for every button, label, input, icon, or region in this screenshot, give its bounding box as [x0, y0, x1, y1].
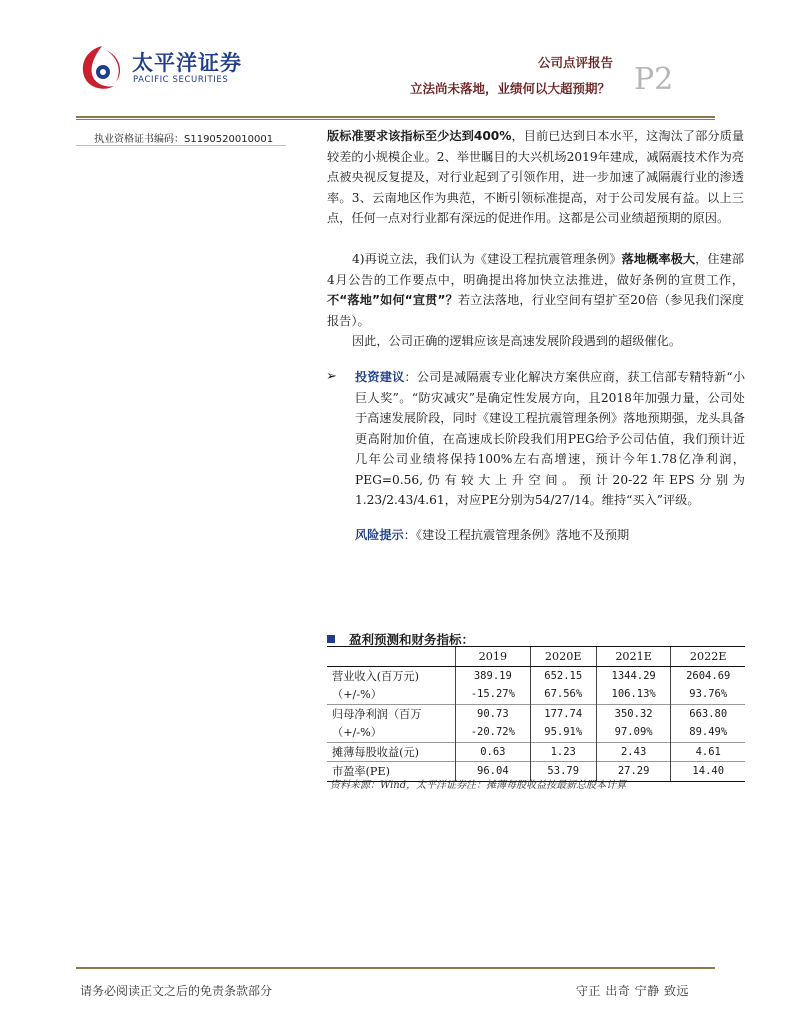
table-cell: 27.29	[596, 762, 671, 782]
bullet-arrow-icon: ➢	[326, 369, 337, 384]
table-header-cell: 2021E	[596, 647, 671, 667]
table-row	[327, 666, 745, 685]
table-cell: 106.13%	[596, 685, 671, 704]
table-cell: -15.27%	[456, 685, 531, 704]
table-cell: 1344.29	[596, 666, 671, 685]
table-source-note: 资料来源：Wind，太平洋证券注：摊薄每股收益按最新总股本计算	[330, 780, 627, 791]
logo-chinese-name: 太平洋证券	[132, 51, 242, 75]
header-divider-thin	[76, 119, 715, 120]
body-paragraph-1	[327, 126, 744, 229]
risk-warning-text: ：《建设工程抗震管理条例》落地不及预期	[403, 528, 630, 542]
p2-text-b: ，住建部4月公告的工作要点中，明确提出将加快立法推进，做好条例的宣贯工作，	[327, 252, 745, 287]
row-label: （+/-%）	[332, 726, 382, 740]
table-cell: 389.19	[456, 666, 531, 685]
table-cell: 67.56%	[530, 685, 596, 704]
risk-warning	[355, 525, 745, 546]
row-label: 市盈率(PE)	[327, 762, 456, 782]
p3-text: 因此，公司正确的逻辑应该是高速发展阶段遇到的超级催化。	[352, 334, 682, 348]
table-cell: 90.73	[456, 704, 531, 723]
table-cell: 89.49%	[671, 723, 745, 742]
table-cell: 0.63	[456, 742, 531, 762]
p2-bold-text-2: 不“落地”如何“宣贯”？	[327, 293, 458, 307]
pacific-securities-logo-icon	[76, 42, 128, 94]
table-header-cell: 2019	[456, 647, 531, 667]
table-cell: 177.74	[530, 704, 596, 723]
table-cell: 652.15	[530, 666, 596, 685]
table-cell: 2.43	[596, 742, 671, 762]
p2-text-a: 4)再说立法，我们认为《建设工程抗震管理条例》	[352, 252, 622, 266]
table-header-cell	[327, 647, 456, 667]
body-paragraph-2	[327, 249, 744, 331]
p1-bold-text: 版标准要求该指标至少达到400%	[327, 129, 512, 143]
investment-advice-text: ：公司是减隔震专业化解决方案供应商，获工信部专精特新“小巨人奖”。“防灾减灾”是确定性发展方向，且2018年加强力量，公司处于高速发展阶段，同时《建设工程抗震管理条例》落地预期强，龙头具备更高附加价值，在高速成长阶段我们用PEG给予公司估值，我们预计近几年公司业绩将保持100%左右高增速，预计今年1.78亿净利润，PEG=0.56,仍有较大上升空间。预计20-22年EPS分别为1.23/2.43/4.61，对应PE分别为54/27/14。维持“买入”评级。	[355, 370, 746, 507]
table-header-cell: 2020E	[530, 647, 596, 667]
square-bullet-icon	[327, 635, 335, 643]
table-cell: 93.76%	[671, 685, 745, 704]
p2-bold-text-1: 落地概率极大	[621, 252, 696, 266]
row-label: 摊薄每股收益(元)	[327, 742, 456, 762]
risk-warning-label: 风险提示	[355, 528, 404, 542]
table-cell: 14.40	[671, 762, 745, 782]
p2-text-c: 若立法落地，行业空间有望扩至20倍（参见我们深度报告）。	[327, 293, 744, 328]
table-cell: 663.80	[671, 704, 745, 723]
table-cell: 96.04	[456, 762, 531, 782]
table-row	[327, 742, 745, 762]
table-title-text: 盈利预测和财务指标：	[349, 632, 475, 647]
table-cell: 4.61	[671, 742, 745, 762]
logo-english-name: PACIFIC SECURITIES	[133, 75, 229, 85]
row-label: （+/-%）	[332, 688, 382, 702]
table-cell: 53.79	[530, 762, 596, 782]
footer-divider	[76, 967, 715, 969]
report-type: 公司点评报告	[538, 55, 614, 70]
company-motto: 守正 出奇 宁静 致远	[576, 984, 689, 998]
disclaimer-note: 请务必阅读正文之后的免责条款部分	[80, 984, 273, 998]
table-cell: 97.09%	[596, 723, 671, 742]
company-logo	[76, 42, 242, 100]
header-divider	[76, 116, 715, 118]
table-cell: 2604.69	[671, 666, 745, 685]
p1-text: ，目前已达到日本水平，这淘汰了部分质量较差的小规模企业。2、举世瞩目的大兴机场2019年建成，减隔震技术作为亮点被央视反复提及，对行业起到了引领作用，进一步加速了减隔震行业的渗透率。3、云南地区作为典范，不断引领标准提高，对于公司发展有益。以上三点，任何一点对行业都有深远的促进作用。这都是公司业绩超预期的原因。	[327, 129, 745, 225]
table-header-cell: 2022E	[671, 647, 745, 667]
financial-forecast-table	[327, 646, 745, 782]
page-number: P2	[634, 62, 674, 97]
table-cell: 1.23	[530, 742, 596, 762]
investment-advice-label: 投资建议	[355, 370, 405, 384]
table-row	[327, 723, 745, 742]
analyst-license: 执业资格证书编码：S1190520010001	[94, 134, 274, 145]
table-cell: -20.72%	[456, 723, 531, 742]
left-column-divider	[76, 145, 286, 146]
row-label: 营业收入(百万元)	[332, 669, 420, 683]
table-header-row	[327, 647, 745, 667]
table-cell: 95.91%	[530, 723, 596, 742]
table-row	[327, 685, 745, 704]
report-title: 立法尚未落地，业绩何以大超预期？	[410, 81, 611, 96]
table-row	[327, 704, 745, 723]
table-cell: 350.32	[596, 704, 671, 723]
body-paragraph-3	[327, 331, 744, 352]
investment-advice	[355, 367, 745, 511]
row-label: 归母净利润（百万	[327, 704, 456, 723]
